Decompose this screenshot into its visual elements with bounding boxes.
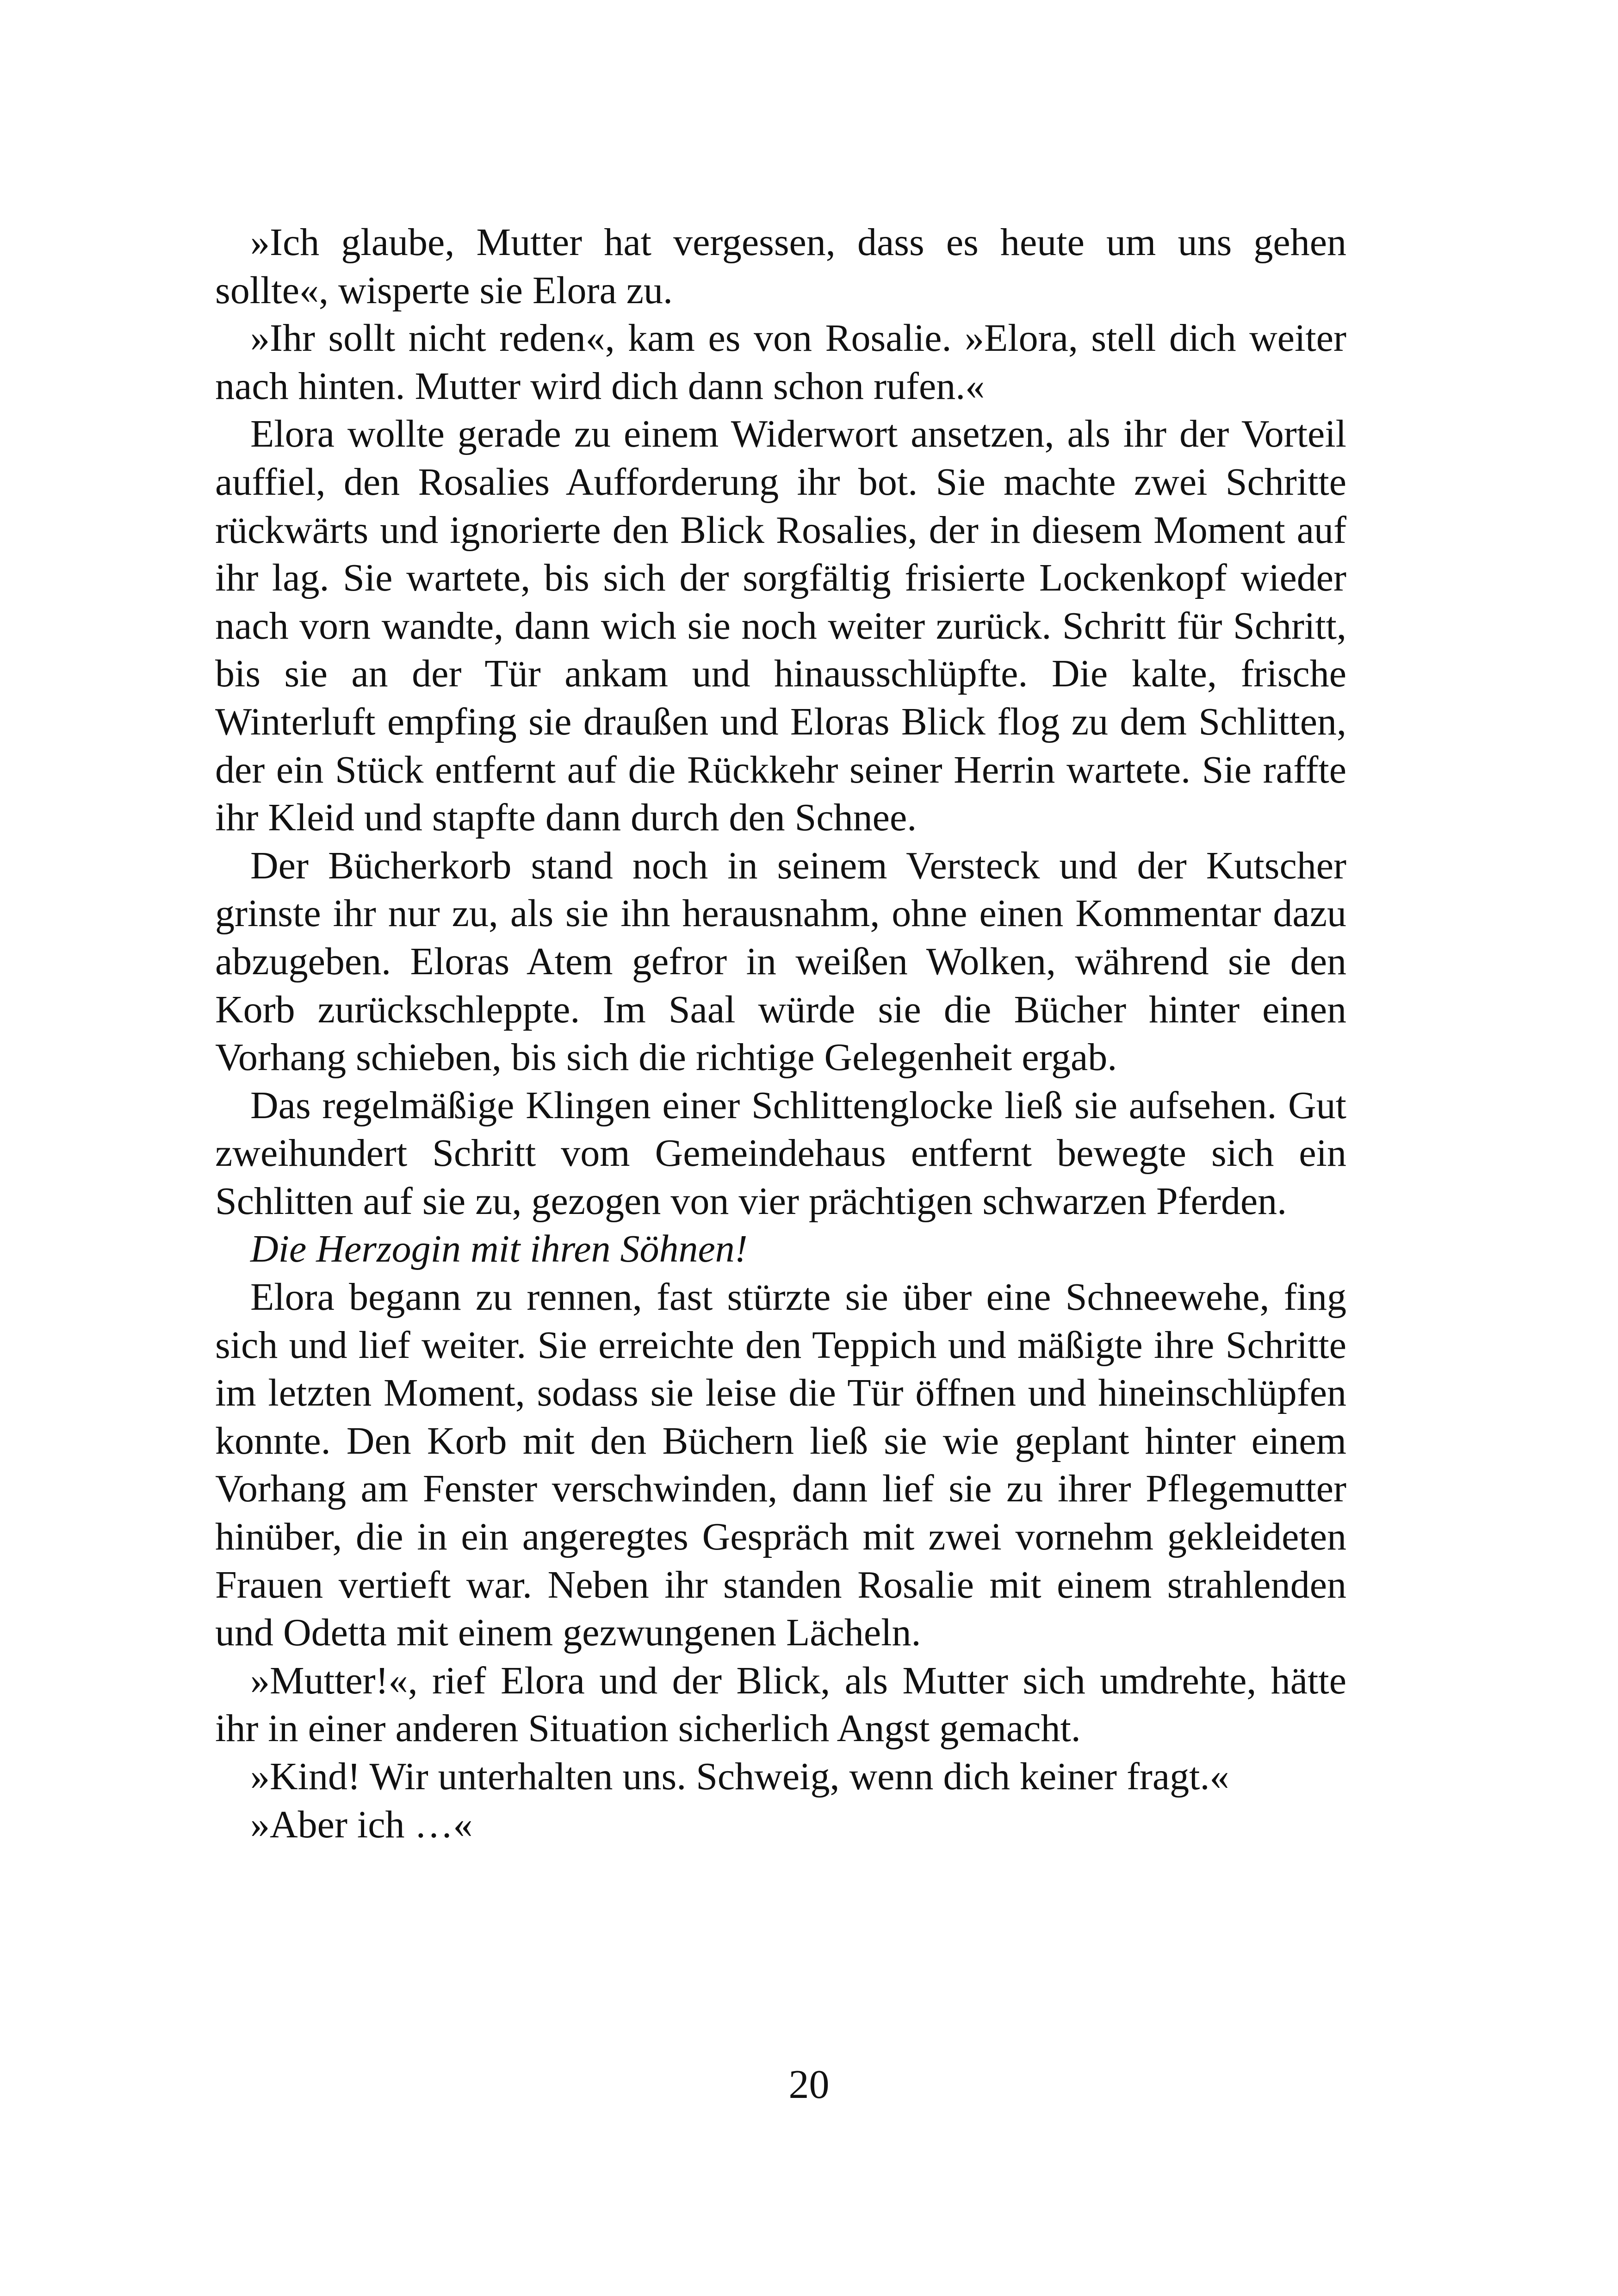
paragraph: »Mutter!«, rief Elora und der Blick, als Mutter sich umdrehte, hätte ihr in einer anderen Situation sicherlich Angst gemacht. xyxy=(215,1659,1346,1750)
paragraph: »Aber ich …« xyxy=(250,1803,473,1846)
paragraph: Elora wollte gerade zu einem Widerwort ansetzen, als ihr der Vorteil auffiel, den Rosalies Aufforderung ihr bot. Sie machte zwei Schritte rückwärts und ignorierte den Blick Rosalies, der in diesem Moment auf ihr lag. Sie wartete, bis sich der sorgfältig frisierte Lockenkopf wieder nach vorn wandte, dann wich sie noch weiter zurück. Schritt für Schritt, bis sie an der Tür ankam und hinausschlüpfte. Die kalte, frische Winterluft empfing sie draußen und Eloras Blick flog zu dem Schlitten, der ein Stück entfernt auf die Rückkehr seiner Herrin wartete. Sie raffte ihr Kleid und stapfte dann durch den Schnee. xyxy=(215,412,1346,840)
page-number: 20 xyxy=(788,2062,830,2107)
paragraph: Das regelmäßige Klingen einer Schlittenglocke ließ sie aufsehen. Gut zweihundert Schritt vom Gemeindehaus entfernt bewegte sich ein Schlitten auf sie zu, gezogen von vier prächtigen schwarzen Pferden. xyxy=(215,1083,1346,1223)
body-text xyxy=(215,218,1346,1848)
paragraph: »Kind! Wir unterhalten uns. Schweig, wenn dich keiner fragt.« xyxy=(250,1755,1229,1798)
paragraph: »Ich glaube, Mutter hat vergessen, dass es heute um uns gehen sollte«, wisperte sie Elora zu. xyxy=(215,221,1346,312)
italic-thought-paragraph: Die Herzogin mit ihren Söhnen! xyxy=(250,1227,748,1271)
paragraph: Der Bücherkorb stand noch in seinem Versteck und der Kutscher grinste ihr nur zu, als sie ihn herausnahm, ohne einen Kommentar dazu abzugeben. Eloras Atem gefror in weißen Wolken, während sie den Korb zurückschleppte. Im Saal würde sie die Bücher hinter einen Vorhang schieben, bis sich die richtige Gelegenheit ergab. xyxy=(215,844,1346,1079)
paragraph: »Ihr sollt nicht reden«, kam es von Rosalie. »Elora, stell dich weiter nach hinten. Mutter wird dich dann schon rufen.« xyxy=(215,317,1346,408)
paragraph: Elora begann zu rennen, fast stürzte sie über eine Schneewehe, fing sich und lief weiter. Sie erreichte den Teppich und mäßigte ihre Schritte im letzten Moment, sodass sie leise die Tür öffnen und hineinschlüpfen konnte. Den Korb mit den Büchern ließ sie wie geplant hinter einem Vorhang am Fenster verschwinden, dann lief sie zu ihrer Pflegemutter hinüber, die in ein angeregtes Gespräch mit zwei vornehm gekleideten Frauen vertieft war. Neben ihr standen Rosalie mit einem strahlenden und Odetta mit einem gezwungenen Lächeln. xyxy=(215,1276,1346,1655)
